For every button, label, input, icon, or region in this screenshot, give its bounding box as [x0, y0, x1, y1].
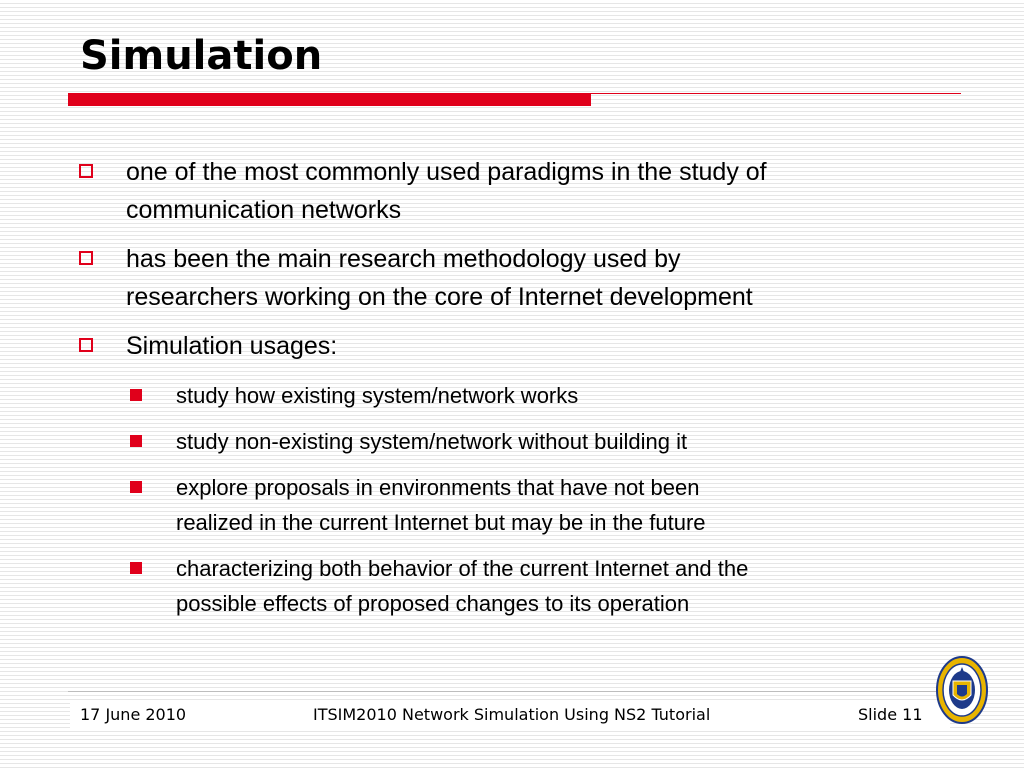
filled-square-bullet-icon [130, 389, 142, 401]
hollow-square-bullet-icon [79, 338, 93, 352]
hollow-square-bullet-icon [79, 164, 93, 178]
footer-date: 17 June 2010 [80, 705, 187, 724]
bullet-1-line-2: communication networks [126, 196, 402, 224]
slide-title: Simulation [80, 33, 323, 79]
filled-square-bullet-icon [130, 562, 142, 574]
sub-bullet-4-line-1: characterizing both behavior of the current Internet and the [176, 556, 749, 581]
hollow-square-bullet-icon [79, 251, 93, 265]
bullet-2-line-2: researchers working on the core of Internet development [126, 283, 753, 311]
footer-slide-number: Slide 11 [858, 705, 923, 724]
bullet-2-line-1: has been the main research methodology used by [126, 245, 681, 273]
filled-square-bullet-icon [130, 481, 142, 493]
sub-bullet-3-line-2: realized in the current Internet but may be in the future [176, 510, 706, 535]
sub-bullet-3-line-1: explore proposals in environments that have not been [176, 475, 700, 500]
footer-divider [68, 691, 988, 692]
university-seal-logo [935, 655, 989, 725]
sub-bullet-4-line-2: possible effects of proposed changes to its operation [176, 591, 690, 616]
bullet-1-line-1: one of the most commonly used paradigms in the study of [126, 158, 767, 186]
filled-square-bullet-icon [130, 435, 142, 447]
sub-bullet-1-line-1: study how existing system/network works [176, 383, 579, 408]
sub-bullet-2-line-1: study non-existing system/network without building it [176, 429, 688, 454]
footer-title: ITSIM2010 Network Simulation Using NS2 Tutorial [313, 705, 711, 724]
bullet-3-line-1: Simulation usages: [126, 332, 338, 360]
